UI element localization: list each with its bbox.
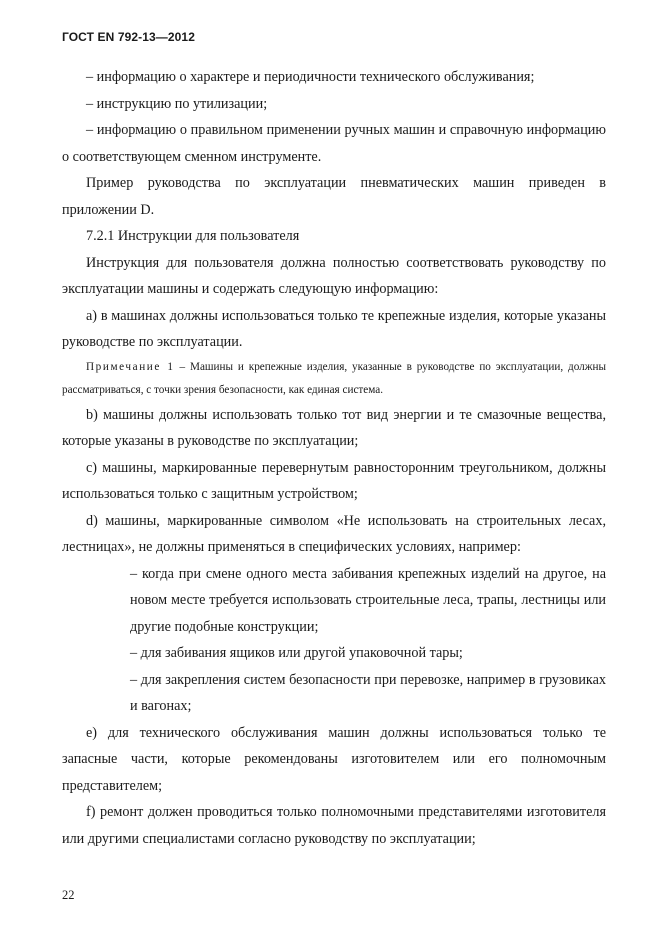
list-item-e: е) для технического обслуживания машин должны использоваться только те запасные части, которые рекомендованы изготовителем или его полномочным представителем; xyxy=(62,724,606,794)
sub-item-transport: – для закрепления систем безопасности при перевозке, например в грузовиках и вагонах; xyxy=(130,671,606,714)
sub-item-crates: – для забивания ящиков или другой упаковочной тары; xyxy=(130,645,463,661)
paragraph-user-instructions: Инструкция для пользователя должна полностью соответствовать руководству по эксплуатации машины и содержать следующую информацию: xyxy=(62,254,606,297)
note-text: – Машины и крепежные изделия, указанные в руководстве по эксплуатации, должны рассматриваться, с точки зрения безопасности, как единая система. xyxy=(62,360,606,396)
list-item-f: f) ремонт должен проводиться только полномочными представителями изготовителя или другими специалистами согласно руководству по эксплуатации; xyxy=(62,804,606,847)
list-item-a: а) в машинах должны использоваться только те крепежные изделия, которые указаны руководстве по эксплуатации. xyxy=(62,307,606,350)
list-item-c: с) машины, маркированные перевернутым равносторонним треугольником, должны использоваться только с защитным устройством; xyxy=(62,459,606,502)
sub-item-scaffolding: – когда при смене одного места забивания крепежных изделий на другое, на новом месте требуется использовать строительные леса, трапы, лестницы или другие подобные конструкции; xyxy=(130,565,606,635)
document-header: ГОСТ EN 792-13—2012 xyxy=(62,30,195,44)
document-body xyxy=(62,64,606,852)
section-heading-7-2-1: 7.2.1 Инструкции для пользователя xyxy=(86,228,300,244)
page-number: 22 xyxy=(62,888,75,902)
paragraph-example-reference: Пример руководства по эксплуатации пневматических машин приведен в приложении D. xyxy=(62,175,606,218)
note-1 xyxy=(62,356,606,402)
list-item-d: d) машины, маркированные символом «Не использовать на строительных лесах, лестницах», не должны применяться в специфических условиях, например: xyxy=(62,512,606,555)
list-item-b: b) машины должны использовать только тот вид энергии и те смазочные вещества, которые указаны в руководстве по эксплуатации; xyxy=(62,406,606,449)
paragraph-maintenance-info: – информацию о характере и периодичности технического обслуживания; xyxy=(86,69,535,85)
paragraph-disposal: – инструкцию по утилизации; xyxy=(86,95,268,112)
paragraph-tool-usage: – информацию о правильном применении ручных машин и справочную информацию о соответствующем сменном инструменте. xyxy=(62,122,606,165)
note-label: Примечание 1 xyxy=(86,360,175,373)
